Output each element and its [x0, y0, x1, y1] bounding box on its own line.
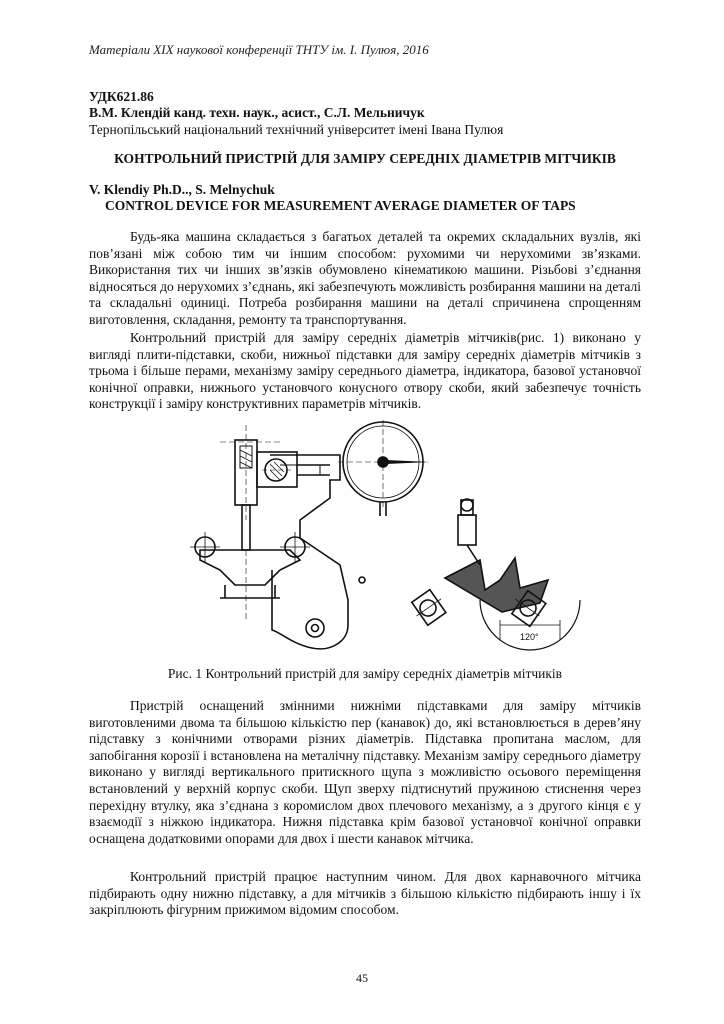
paragraph-equipment: Пристрій оснащений змінними нижніми підставками для заміру мітчиків виготовленими двома та більшою кількістю пер (канавок) до, які встановлюється в дерев’яну підставку з конічними отворами різних діаметрів. Підставка пропитана маслом, для запобігання корозії і встановлена на металічну підставку. Механізм заміру середнього діаметру виконано у вигляді вертикального притискного щупа з можливістю осьового переміщення встановлений у верхній корпус скоби. Щуп зверху підтиснутий пружиною стиснення через перехідну втулку, яка з’єднана з коромислом двох плечового механізму, а з другого кінця є у взаємодії з ніжкою індикатора. Нижня підставка крім базової установчої конічної оправки оснащена додатковими опорами для двох і шести канавок мітчика.: [89, 698, 641, 846]
angle-label: 120°: [520, 632, 539, 642]
page-number: 45: [356, 971, 368, 985]
conference-header: Матеріали ХІХ наукової конференції ТНТУ ім. І. Пулюя, 2016: [89, 42, 429, 57]
paragraph-intro: Будь-яка машина складається з багатьох деталей та окремих складальних вузлів, які пов’язані між собою тим чи іншим способом: рухомими чи нерухомими зв’язками. Використання тих чи інших зв’язків обумовлено кінематикою машини. Різьбові з’єднання відносяться до нерухомих з’єднань, які забезпечують можливість розбирання машини на деталі та складальні одиниці. Потреба розбирання машини на деталі спричинена спрощенням виготовлення, складання, ремонту та транспортування.: [89, 229, 641, 327]
title-uk: КОНТРОЛЬНИЙ ПРИСТРІЙ ДЛЯ ЗАМІРУ СЕРЕДНІХ ДІАМЕТРІВ МІТЧИКІВ: [114, 151, 616, 166]
paragraph-device-description: Контрольний пристрій для заміру середніх діаметрів мітчиків(рис. 1) виконано у вигляді плити-підставки, скоби, нижньої підставки для заміру середніх діаметрів мітчиків з трьома і більше перами, механізму заміру середнього діаметра, індикатора, базової установчої конічної оправки, нижнього установчого конусного отвору скоби, який забезпечує точність конструкції і заміру конструктивних параметрів мітчиків.: [89, 330, 641, 412]
paragraph-operation: Контрольний пристрій працює наступним чином. Для двох карнавочного мітчика підбирають одну нижню підставку, а для мітчиків з більшою кількістю підбирають іншу і їх закріплюють фігурним прижимом відомим способом.: [89, 869, 641, 918]
authors-uk: В.М. Клендій канд. техн. наук., асист., С.Л. Мельничук: [89, 105, 425, 120]
device-drawing: [180, 420, 640, 665]
title-en: CONTROL DEVICE FOR MEASUREMENT AVERAGE DIAMETER OF TAPS: [105, 198, 576, 213]
indicator-dial: [338, 420, 430, 516]
figure-caption: Рис. 1 Контрольний пристрій для заміру середніх діаметрів мітчиків: [167, 666, 563, 681]
tap-cross-section: [409, 499, 580, 650]
figure-device-drawing: [180, 420, 640, 665]
udk-code: УДК621.86: [89, 89, 154, 104]
measuring-mechanism: [220, 425, 330, 550]
authors-en: V. Klendiy Ph.D.., S. Melnychuk: [89, 182, 275, 197]
affiliation: Тернопільський національний технічний університет імені Івана Пулюя: [89, 122, 504, 137]
bracket-frame: [270, 455, 365, 649]
